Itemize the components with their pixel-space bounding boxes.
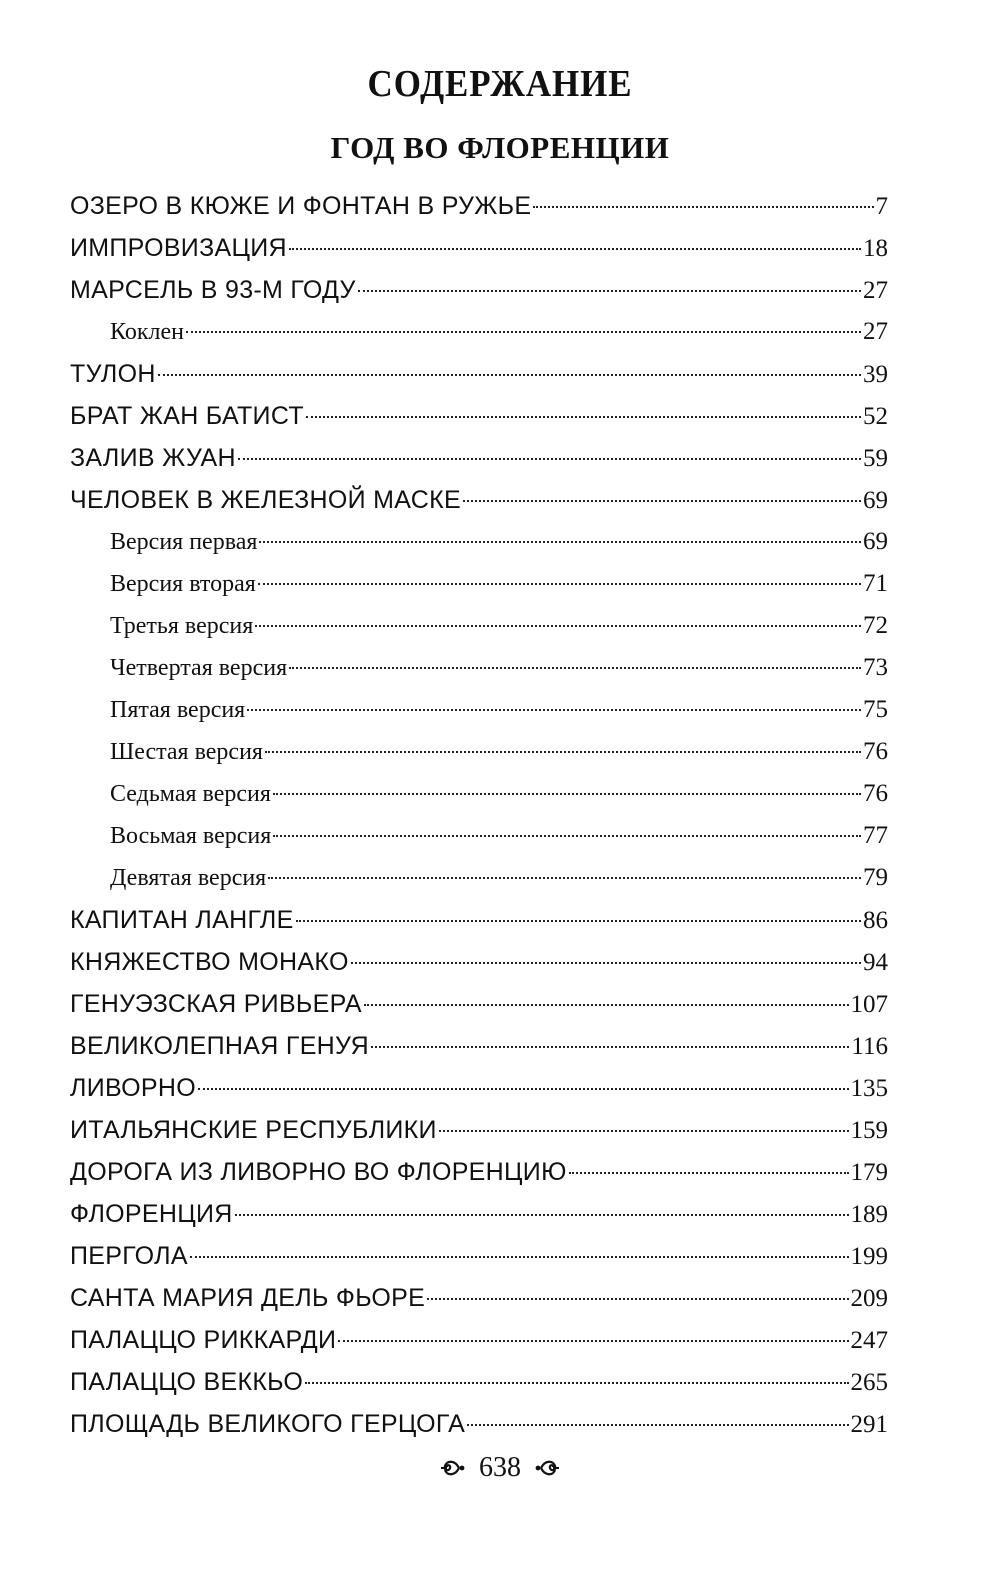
toc-entry-page: 18 — [863, 235, 888, 262]
toc-entry — [70, 1361, 888, 1403]
dot-leader — [533, 206, 873, 208]
toc-entry-page: 159 — [850, 1117, 888, 1144]
dot-leader — [289, 248, 861, 250]
dot-leader — [427, 1298, 848, 1300]
toc-entry-title: ОЗЕРО В КЮЖЕ И ФОНТАН В РУЖЬЕ — [70, 192, 532, 220]
dot-leader — [463, 500, 861, 502]
dot-leader — [265, 751, 861, 753]
toc-entry-title: ПАЛАЦЦО ВЕККЬО — [70, 1368, 304, 1396]
toc-subentry — [70, 857, 888, 899]
toc-entry-title: ПЕРГОЛА — [70, 1242, 188, 1270]
dot-leader — [467, 1424, 848, 1426]
toc-entry-page: 71 — [863, 570, 888, 597]
toc-entry-page: 69 — [863, 487, 888, 514]
section-title: ГОД ВО ФЛОРЕНЦИИ — [330, 130, 670, 165]
toc-entry — [70, 1277, 888, 1319]
dot-leader — [371, 1046, 849, 1048]
toc-entry-page: 199 — [850, 1243, 888, 1270]
toc-entry-title: Версия первая — [110, 529, 258, 555]
toc-entry-title: Третья версия — [110, 613, 254, 639]
dot-leader — [268, 877, 861, 879]
toc-subentry — [70, 521, 888, 563]
toc-entry-title: ИТАЛЬЯНСКИЕ РЕСПУБЛИКИ — [70, 1116, 437, 1144]
toc-entry-page: 189 — [850, 1201, 888, 1228]
dot-leader — [190, 1256, 849, 1258]
toc-entry-title: ЛИВОРНО — [70, 1074, 196, 1102]
toc-entry-page: 94 — [863, 949, 888, 976]
toc-subentry — [70, 689, 888, 731]
toc-entry-page: 72 — [863, 612, 888, 639]
toc-subentry — [70, 563, 888, 605]
toc-entry — [70, 1319, 888, 1361]
page-number: 638 — [479, 1452, 521, 1483]
toc-entry — [70, 1067, 888, 1109]
toc-entry-page: 247 — [850, 1327, 888, 1354]
toc-entry — [70, 1403, 888, 1445]
fleuron-right-icon — [533, 1454, 563, 1482]
toc-entry-page: 76 — [863, 738, 888, 765]
toc-entry-page: 79 — [863, 864, 888, 891]
toc-entry-title: КАПИТАН ЛАНГЛЕ — [70, 906, 294, 934]
toc-entry — [70, 983, 888, 1025]
toc-subentry — [70, 311, 888, 353]
dot-leader — [439, 1130, 849, 1132]
toc-entry-title: ДОРОГА ИЗ ЛИВОРНО ВО ФЛОРЕНЦИЮ — [70, 1158, 567, 1186]
toc-entry — [70, 437, 888, 479]
toc-entry-title: Пятая версия — [110, 697, 246, 723]
toc-entry — [70, 1151, 888, 1193]
toc-entry-page: 86 — [863, 907, 888, 934]
dot-leader — [247, 709, 861, 711]
page-title: СОДЕРЖАНИЕ — [367, 63, 633, 105]
toc-entry-title: Девятая версия — [110, 865, 267, 891]
toc-entry-title: Четвертая версия — [110, 655, 288, 681]
toc-subentry — [70, 815, 888, 857]
toc-entry — [70, 899, 888, 941]
toc-entry-title: ЧЕЛОВЕК В ЖЕЛЕЗНОЙ МАСКЕ — [70, 486, 461, 514]
toc-entry — [70, 227, 888, 269]
toc-entry-title: Коклен — [110, 319, 184, 345]
toc-entry — [70, 269, 888, 311]
toc-entry-title: Седьмая версия — [110, 781, 271, 807]
dot-leader — [238, 458, 861, 460]
toc-entry-page: 52 — [863, 403, 888, 430]
toc-entry — [70, 1109, 888, 1151]
toc-entry-title: Восьмая версия — [110, 823, 272, 849]
toc-subentry — [70, 773, 888, 815]
dot-leader — [306, 416, 861, 418]
toc-entry-page: 135 — [850, 1075, 888, 1102]
dot-leader — [235, 1214, 849, 1216]
toc-entry-page: 59 — [863, 445, 888, 472]
toc-entry — [70, 941, 888, 983]
toc-entry-title: ПЛОЩАДЬ ВЕЛИКОГО ГЕРЦОГА — [70, 1410, 466, 1438]
toc-entry-page: 209 — [850, 1285, 888, 1312]
toc-entry — [70, 185, 888, 227]
toc-subentry — [70, 605, 888, 647]
toc-entry-title: КНЯЖЕСТВО МОНАКО — [70, 948, 349, 976]
dot-leader — [358, 290, 861, 292]
toc-entry-page: 116 — [851, 1033, 888, 1060]
toc-entry-page: 27 — [863, 277, 888, 304]
dot-leader — [186, 331, 861, 333]
dot-leader — [569, 1172, 849, 1174]
toc-entry-title: БРАТ ЖАН БАТИСТ — [70, 402, 304, 430]
dot-leader — [273, 793, 861, 795]
dot-leader — [289, 667, 861, 669]
toc-entry — [70, 1025, 888, 1067]
dot-leader — [258, 583, 861, 585]
toc-entry-page: 27 — [863, 318, 888, 345]
toc-entry-title: ЗАЛИВ ЖУАН — [70, 444, 236, 472]
dot-leader — [273, 835, 861, 837]
dot-leader — [296, 920, 861, 922]
toc-entry — [70, 1193, 888, 1235]
toc-entry-title: ВЕЛИКОЛЕПНАЯ ГЕНУЯ — [70, 1032, 370, 1060]
toc-entry-page: 77 — [863, 822, 888, 849]
toc-entry-title: Версия вторая — [110, 571, 256, 597]
toc-entry-page: 179 — [850, 1159, 888, 1186]
dot-leader — [351, 962, 861, 964]
toc-entry-title: ТУЛОН — [70, 360, 156, 388]
dot-leader — [198, 1088, 849, 1090]
toc-entry-page: 76 — [863, 780, 888, 807]
toc-entry-page: 69 — [863, 528, 888, 555]
toc-entry-page: 7 — [875, 193, 888, 220]
toc-entry-page: 39 — [863, 361, 888, 388]
toc-entry-title: МАРСЕЛЬ В 93-М ГОДУ — [70, 276, 356, 304]
toc-entry-title: САНТА МАРИЯ ДЕЛЬ ФЬОРЕ — [70, 1284, 426, 1312]
toc-entry — [70, 353, 888, 395]
toc-entry-page: 73 — [863, 654, 888, 681]
dot-leader — [364, 1004, 849, 1006]
toc-entry — [70, 479, 888, 521]
toc-entry-title: ГЕНУЭЗСКАЯ РИВЬЕРА — [70, 990, 362, 1018]
dot-leader — [255, 625, 861, 627]
table-of-contents — [70, 185, 888, 1445]
toc-entry-title: Шестая версия — [110, 739, 263, 765]
toc-entry-page: 291 — [850, 1411, 888, 1438]
toc-entry — [70, 1235, 888, 1277]
toc-subentry — [70, 647, 888, 689]
toc-entry-page: 75 — [863, 696, 888, 723]
dot-leader — [158, 374, 861, 376]
toc-entry-title: ПАЛАЦЦО РИККАРДИ — [70, 1326, 337, 1354]
dot-leader — [259, 541, 861, 543]
dot-leader — [338, 1340, 848, 1342]
toc-entry-title: ФЛОРЕНЦИЯ — [70, 1200, 233, 1228]
toc-entry-page: 107 — [850, 991, 888, 1018]
toc-entry-page: 265 — [850, 1369, 888, 1396]
dot-leader — [305, 1382, 848, 1384]
fleuron-left-icon — [437, 1454, 467, 1482]
toc-subentry — [70, 731, 888, 773]
toc-entry — [70, 395, 888, 437]
page-footer — [0, 1452, 1000, 1484]
toc-entry-title: ИМПРОВИЗАЦИЯ — [70, 234, 287, 262]
